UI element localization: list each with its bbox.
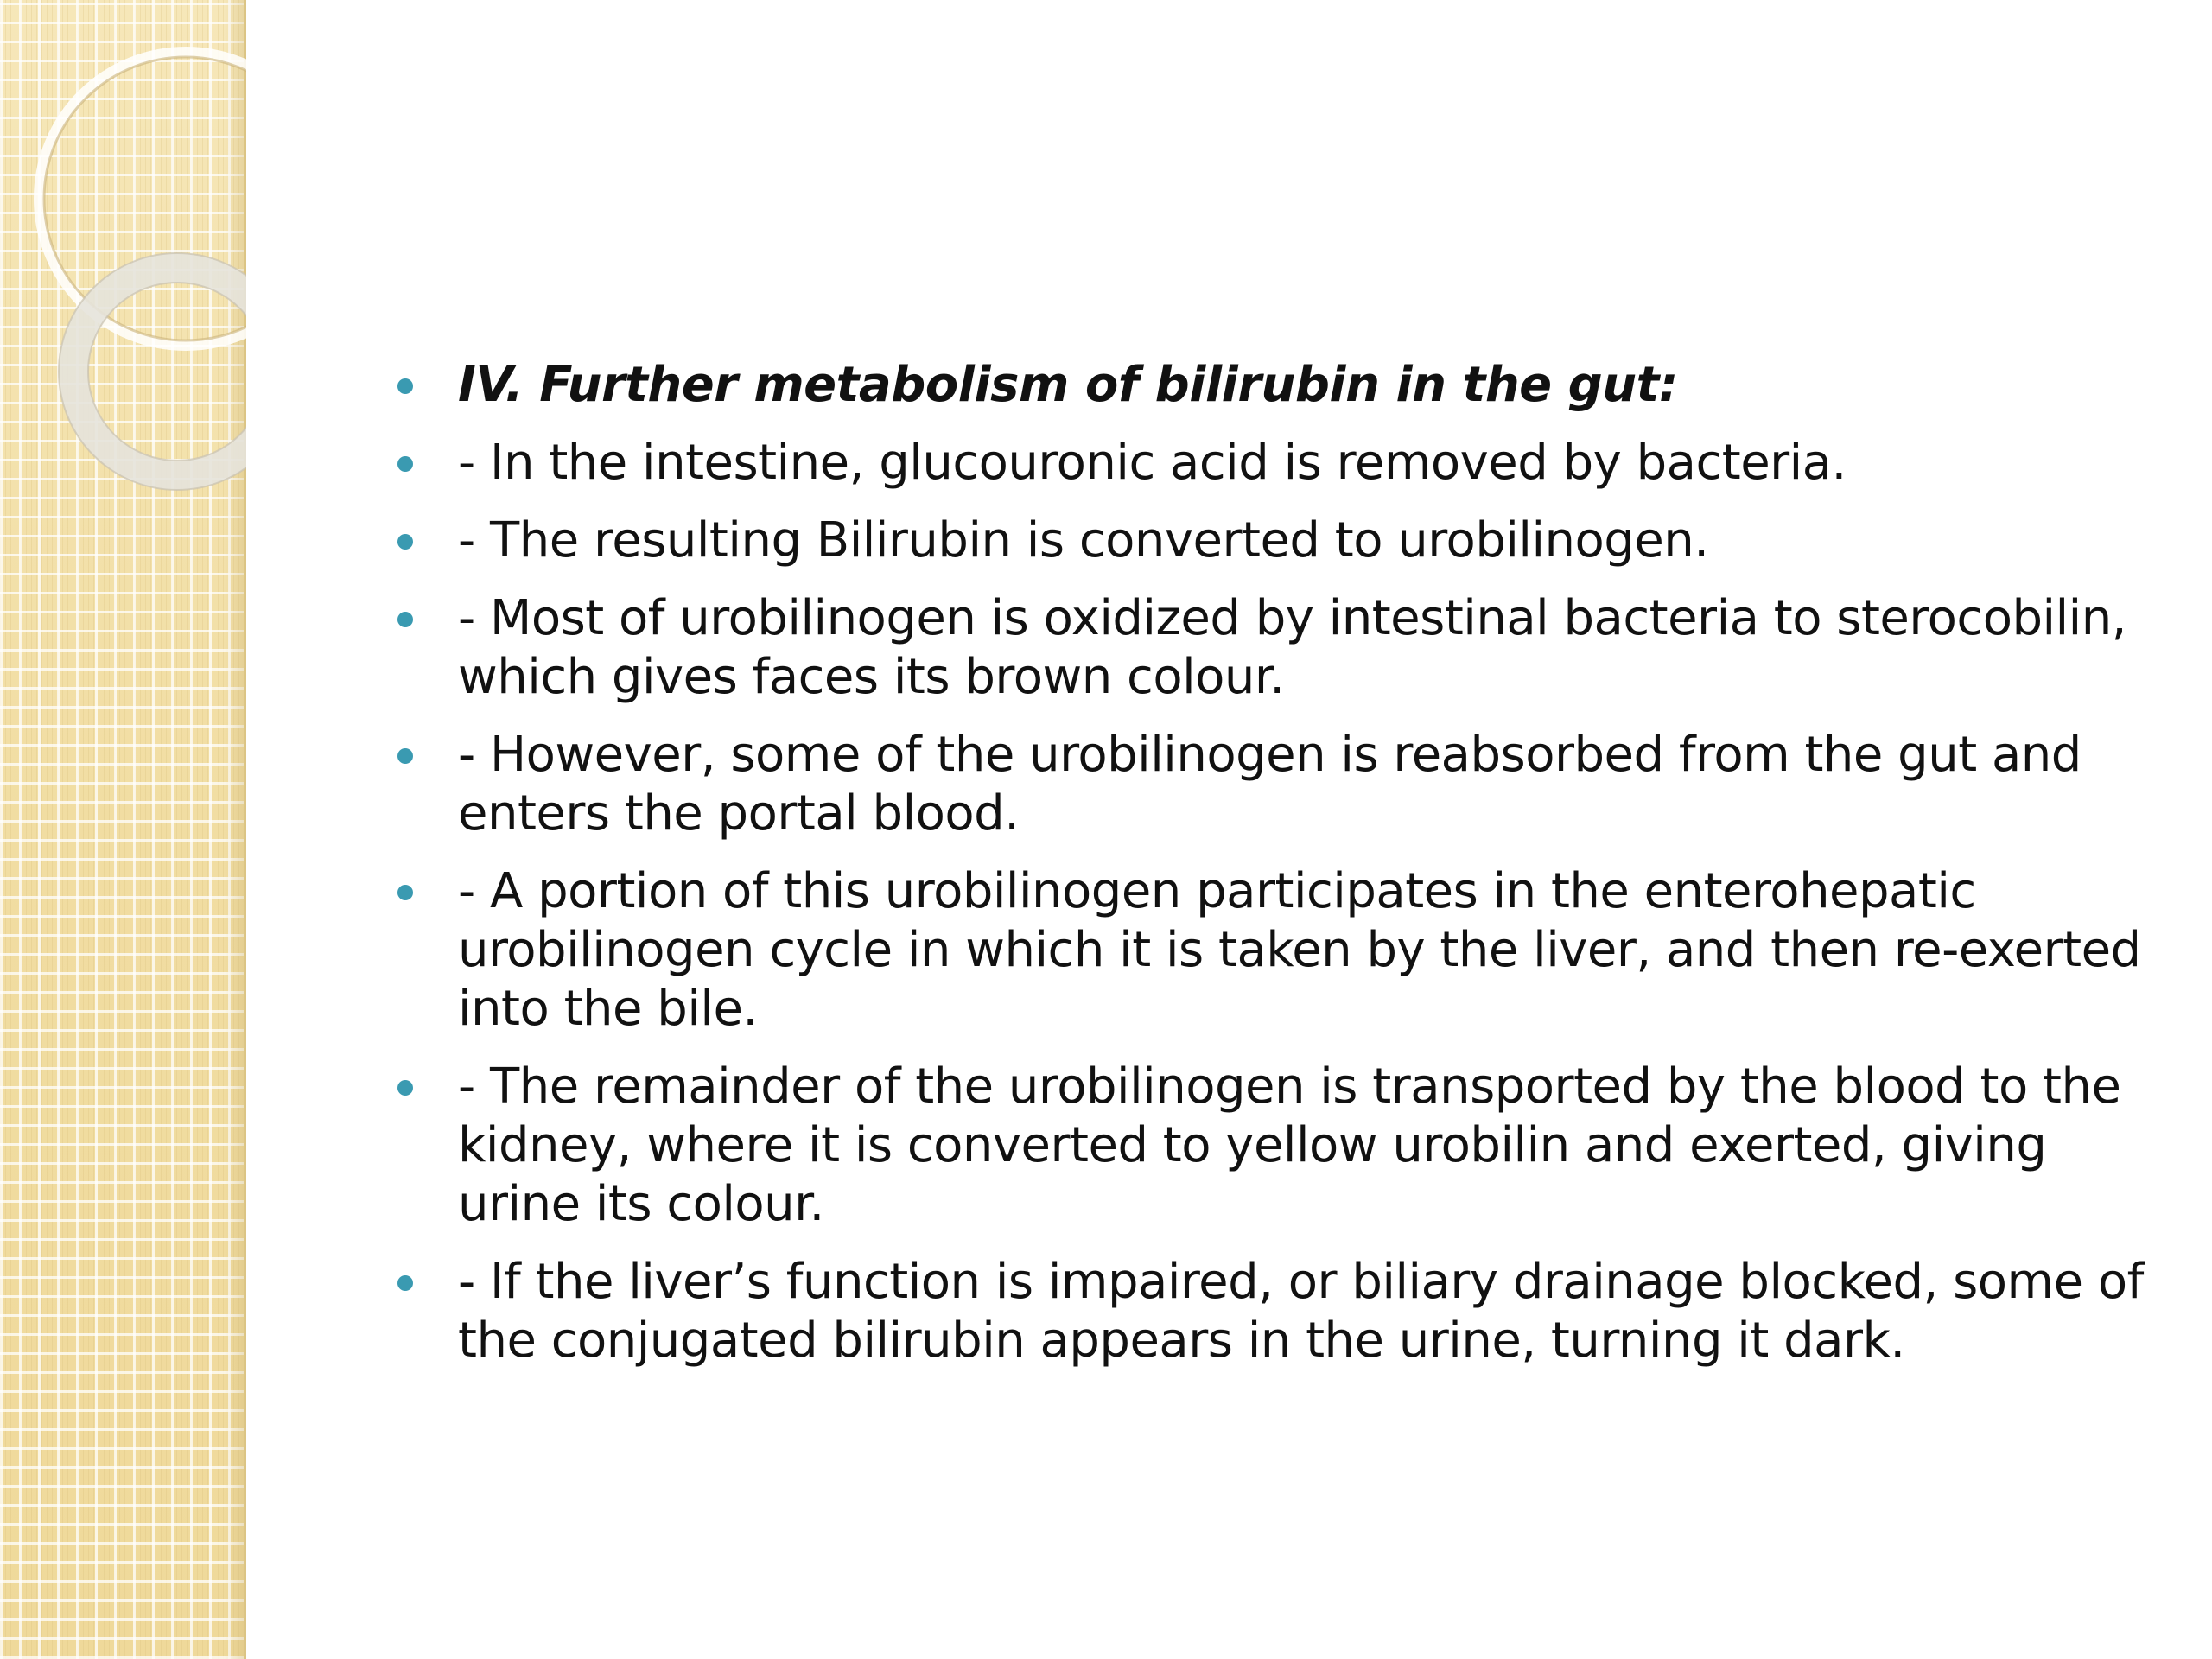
- bullet-text: - The remainder of the urobilinogen is transported by the blood to the kidney, where it is converted to yellow urobilin and exerted, giving urine its colour.: [458, 1058, 2121, 1232]
- bullet-dot-icon: [397, 1275, 413, 1291]
- bullet-item: [389, 1253, 2169, 1370]
- bullet-item: [389, 512, 2169, 570]
- small-ring: [73, 268, 246, 475]
- bullet-dot-icon: [397, 378, 413, 394]
- bullet-item: [389, 1058, 2169, 1234]
- decorative-rings: [0, 0, 246, 605]
- bullet-text: - Most of urobilinogen is oxidized by intestinal bacteria to sterocobilin, which gives faces its brown colour.: [458, 590, 2126, 705]
- bullet-dot-icon: [397, 748, 413, 764]
- bullet-text: - If the liver’s function is impaired, or biliary drainage blocked, some of the conjugated bilirubin appears in the urine, turning it dark.: [458, 1254, 2144, 1369]
- bullet-dot-icon: [397, 456, 413, 472]
- bullet-text: IV. Further metabolism of bilirubin in the gut:: [458, 357, 1678, 413]
- bullet-dot-icon: [397, 1080, 413, 1096]
- bullet-list: [389, 356, 2169, 1370]
- bullet-text: - The resulting Bilirubin is converted to urobilinogen.: [458, 512, 1709, 569]
- bullet-text: - However, some of the urobilinogen is reabsorbed from the gut and enters the portal blood.: [458, 727, 2082, 842]
- slide-content: [389, 356, 2169, 1389]
- bullet-item: [389, 589, 2169, 707]
- bullet-dot-icon: [397, 534, 413, 550]
- bullet-dot-icon: [397, 612, 413, 627]
- bullet-item: [389, 862, 2169, 1039]
- bullet-item: [389, 726, 2169, 843]
- bullet-text: - In the intestine, glucouronic acid is removed by bacteria.: [458, 435, 1847, 491]
- large-ring: [39, 52, 246, 346]
- bullet-text: - A portion of this urobilinogen participates in the enterohepatic urobilinogen cycle in which it is taken by the liver, and then re-exerted into the bile.: [458, 863, 2141, 1037]
- bullet-item: [389, 434, 2169, 493]
- bullet-heading: [389, 356, 2169, 415]
- bullet-dot-icon: [397, 885, 413, 900]
